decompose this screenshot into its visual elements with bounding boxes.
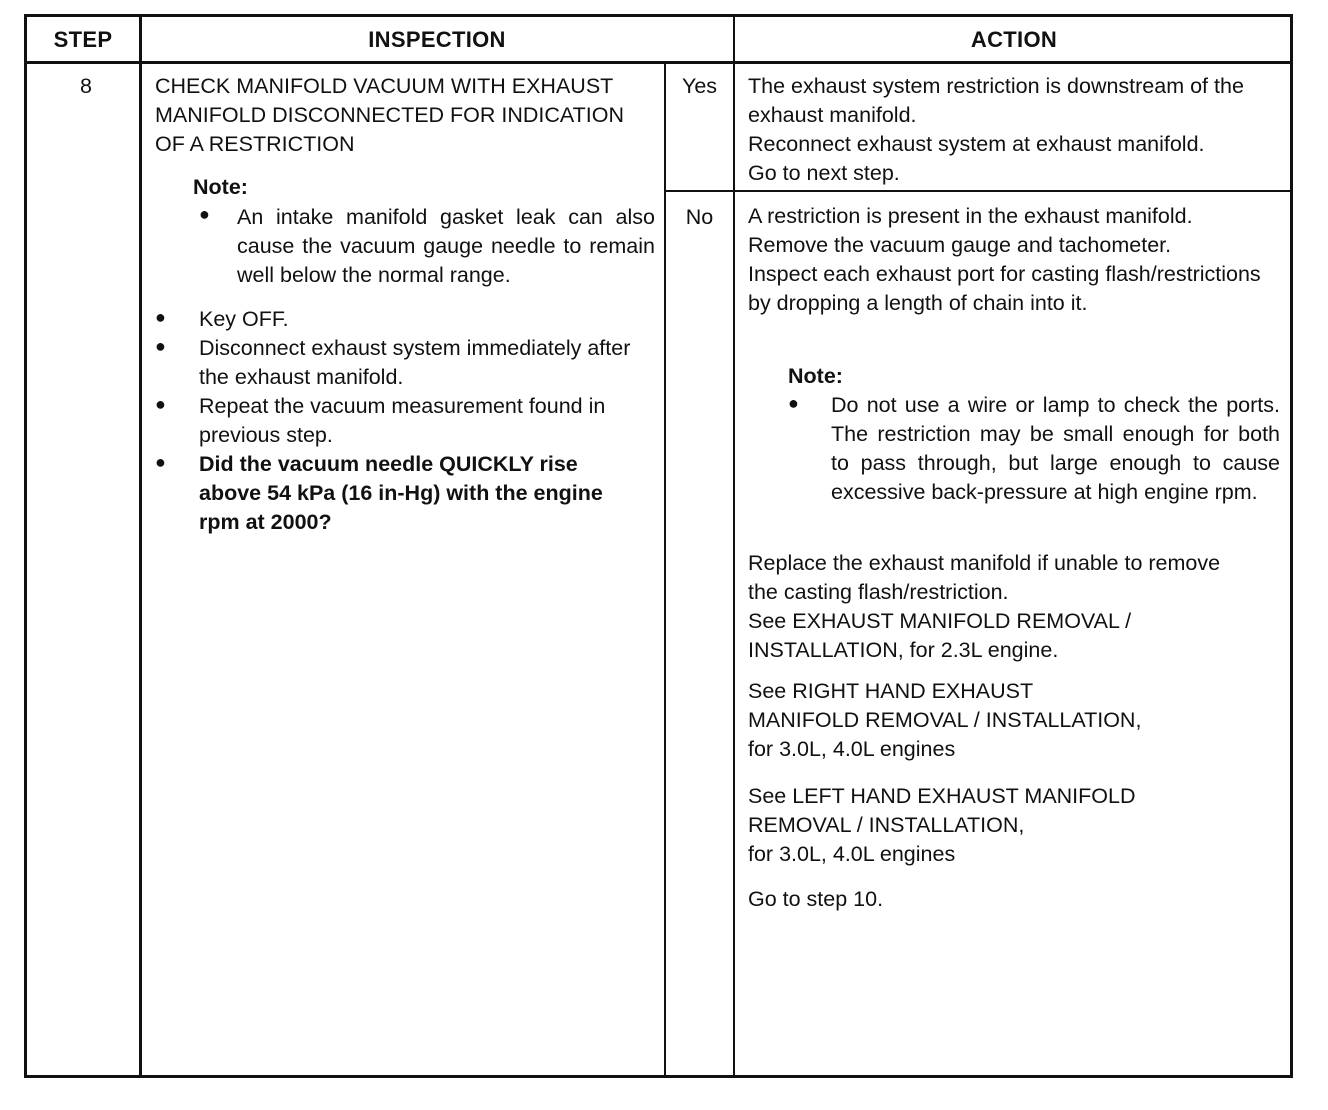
action-yes-line-1: The exhaust system restriction is downstream of the exhaust manifold. xyxy=(748,74,1244,127)
action-yes-line-2: Reconnect exhaust system at exhaust manifold. xyxy=(748,132,1205,156)
action-no-para-3: Inspect each exhaust port for casting flash/restrictions by dropping a length of chain into it. xyxy=(748,262,1261,315)
action-goto-step: Go to step 10. xyxy=(748,887,884,911)
bullet-icon: ● xyxy=(155,452,166,472)
action-replace-text: Replace the exhaust manifold if unable to remove the casting flash/restriction. xyxy=(748,551,1221,604)
action-note-label: Note: xyxy=(788,364,843,388)
header-step: STEP xyxy=(53,27,113,52)
action-see-right-hand xyxy=(748,677,1268,764)
see-right-line-2: MANIFOLD REMOVAL / INSTALLATION, xyxy=(748,708,1142,732)
action-no-para-2: Remove the vacuum gauge and tachometer. xyxy=(748,233,1172,257)
inspection-note-text: An intake manifold gasket leak can also cause the vacuum gauge needle to remain well below the normal range. xyxy=(237,205,655,287)
bullet-icon: ● xyxy=(155,394,166,414)
see-right-line-1: See RIGHT HAND EXHAUST xyxy=(748,679,1034,703)
yes-no-divider xyxy=(664,190,1290,192)
action-yes-text xyxy=(748,72,1288,188)
header-inspection: INSPECTION xyxy=(368,27,506,52)
inspection-title: CHECK MANIFOLD VACUUM WITH EXHAUST MANIFOLD DISCONNECTED FOR INDICATION OF A RESTRICTION xyxy=(155,74,625,156)
bullet-icon: ● xyxy=(788,393,799,413)
action-no-text xyxy=(748,202,1278,318)
bullet-icon: ● xyxy=(155,336,166,356)
see-left-line-3: for 3.0L, 4.0L engines xyxy=(748,842,956,866)
see-right-line-3: for 3.0L, 4.0L engines xyxy=(748,737,956,761)
inspection-bullet-3: Repeat the vacuum measurement found in previous step. xyxy=(199,394,606,447)
bullet-icon: ● xyxy=(155,307,166,327)
divider-step-inspection xyxy=(139,17,142,1075)
diagnostic-table xyxy=(24,14,1293,1078)
header-action: ACTION xyxy=(970,27,1058,52)
action-see-left-hand xyxy=(748,782,1268,869)
action-yes-line-3: Go to next step. xyxy=(748,161,900,185)
action-no-para-1: A restriction is present in the exhaust manifold. xyxy=(748,204,1193,228)
inspection-note-label: Note: xyxy=(193,175,248,199)
inspection-bullet-2: Disconnect exhaust system immediately after the exhaust manifold. xyxy=(199,336,631,389)
bullet-icon: ● xyxy=(199,204,210,224)
answer-yes: Yes xyxy=(681,74,718,98)
inspection-question: Did the vacuum needle QUICKLY rise above 54 kPa (16 in-Hg) with the engine rpm at 2000? xyxy=(199,452,603,534)
divider-answer-action xyxy=(733,17,735,1075)
inspection-bullet-1: Key OFF. xyxy=(199,307,289,331)
answer-no: No xyxy=(685,205,714,229)
see-left-line-1: See LEFT HAND EXHAUST MANIFOLD xyxy=(748,784,1136,808)
action-see-exhaust-manifold: See EXHAUST MANIFOLD REMOVAL / INSTALLATION, for 2.3L engine. xyxy=(748,609,1132,662)
see-left-line-2: REMOVAL / INSTALLATION, xyxy=(748,813,1025,837)
step-number: 8 xyxy=(80,74,92,98)
action-note-text: Do not use a wire or lamp to check the ports. The restriction may be small enough for both to pass through, but large enough to cause excessive back-pressure at high engine rpm. xyxy=(831,393,1280,504)
